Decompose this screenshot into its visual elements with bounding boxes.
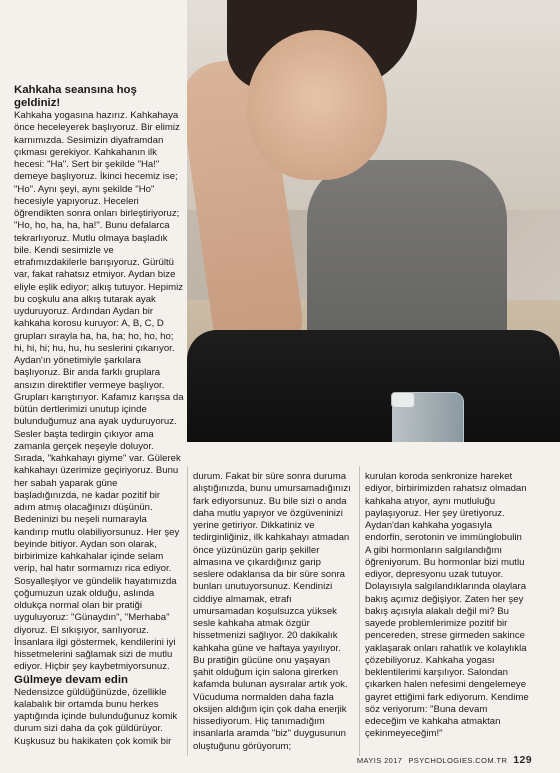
footer-issue: MAYIS 2017	[356, 756, 403, 765]
column-divider-1	[187, 466, 188, 756]
text-column-1	[14, 84, 184, 748]
section-heading-keep-laughing: Gülmeye devam edin	[14, 673, 128, 686]
text-column-3	[365, 471, 529, 741]
photo-black-pants	[187, 330, 560, 442]
column-divider-2	[359, 466, 360, 756]
page-number: 129	[513, 754, 532, 766]
column-3-body: kurulan koroda senkronize hareket ediyor, birbirimizden rahatsız olmadan kahkaha atıyor, aynı mutluluğu paylaşıyoruz. Her şey üretiyoruz. Aydan'dan kahkaha yogasıyla endorfin, serotonin ve immünglobulin A gibi hormonların salgılandığını öğreniyorum. Bu hormonlar bizi mutlu ediyor, depresyonu uzak tutuyor. Dolayısıyla salgılandıklarında olaylara bakış açımız değişiyor. Zaten her şey bakış açısıyla alakalı değil mi? Bu sayede problemlerimize pozitif bir pencereden, strese girmeden sakince yaklaşarak onları rahatlık ve kolaylıkla çözebiliyoruz. Kahkaha yogası beklentilerimi karşılıyor. Salondan çıkarken halen nefesimi dengelemeye gayret ettiğimi fark ediyorum. Kendime söz veriyorum: "Buna devam edeceğim ve kahkaha atmaktan çekinmeyeceğim!"	[365, 471, 529, 740]
text-column-2	[193, 471, 351, 753]
photo-bottle-cap	[391, 392, 415, 408]
page-footer	[357, 754, 532, 766]
footer-site: PSYCHOLOGIES.COM.TR	[408, 756, 508, 765]
section-body-welcome: Kahkaha yogasına hazırız. Kahkahaya önce heceleyerek başlıyoruz. Bir elimiz karnımızda. Sesimizin diyaframdan çıkması gerekiyor. Kahkahanın ilk hecesi: "Ha". Sert bir şekilde "Ha!" demeye başlıyoruz. İkinci hecemiz ise; "Ho". Aynı şeyi, aynı şekilde "Ho" hecesiyle yapıyoruz. Heceleri öğrendikten sonra onları birleştiriyoruz; "Ho, ho, ha, ha, ha!". Bunu defalarca tekrarlıyoruz. Mutlu olmaya başladık bile. Kendi sesimizle ve etrafımızdakilerle barışıyoruz. Gürültü var, fakat rahatsız etmiyor. Aydan bize eliyle eşlik ediyor; alkış tutuyor. Hepimiz bu coşkulu ana alkış tutarak ayak uyduruyoruz. Ardından Aydan bir kahkaha korosu kuruyor: A, B, C, D grupları sırayla ha, ha, ha; ho, ho, ho; hi, hi, hi; hu, hu, hu seslerini çıkarıyor. Aydan'ın yönetimiyle şarkılara başlıyoruz. Bir anda farklı gruplara ansızın direktifler vermeye başlıyor. Grupları karıştırıyor. Kafamız karışsa da bütün dertlerimizi unutup içinde bulunduğumuz ana ayak uyduruyoruz. Sesler başta tedirgin çıkıyor ama zamanla gerçek neşeyle doluyor. Sırada, "kahkahayı giyme" var. Gülerek kahkahayı üzerimize geçiriyoruz. Bunu her sabah yaparak güne başladığınızda, ne kadar pozitif bir adım atmış olacağınızı düşünün. Bedeninizi bu neşeli numarayla kandırıp mutlu olabiliyorsunuz. Her şey beyinde bitiyor. Aydan son olarak, birbirimize kahkahalar içinde selam verip, hal hatır sormamızı rica ediyor. Sosyalleşiyor ve gündelik hayatımızda çoğumuzun uzak olduğu, aslında oldukça normal olan bir pratiği uyguluyoruz: "Günaydın", "Merhaba" diyoruz. El sıkışıyor, sarılıyoruz. İnsanlara ilgi göstermek, kendilerini iyi hissetmelerini sağlamak sizi de mutlu ediyor. Hiçbir şey kaybetmiyorsunuz.	[14, 110, 184, 673]
photo-face	[247, 30, 387, 180]
section-body-keep-laughing: Nedensizce güldüğünüzde, özellikle kalabalık bir ortamda bunu herkes yaptığında içinde bulunduğunuz komik durum sizi daha da çok güldürüyor. Kuşkusuz bu hakikaten çok komik bir	[14, 686, 178, 747]
column-2-body: durum. Fakat bir süre sonra duruma alıştığınızda, bunu umursamadığınızı fark ediyorsunuz. Bu bile sizi o anda daha mutlu yapıyor ve özgüveninizi yerine getiriyor. Dikkatiniz ve tedirginliğiniz, ilk kahkahayı atmadan önce yüzünüzün garip şekiller almasına ve çıkardığınız garip seslere odaklansa da bir süre sonra bunları unutuyorsunuz. Kendinizi ciddiye almamak, etrafı umursamadan koşulsuzca yüksek sesle kahkaha atmak özgür hissetmenizi sağlıyor. 20 dakikalık kahkaha güne ve haftaya yayılıyor. Bu pratiğin gücüne onu yaşayan şahit olduğum için salona girerken kafamda bulunan aysıralar artık yok. Vücuduma normalden daha fazla oksijen aldığım için çok daha enerjik hissediyorum. Hiç tanımadığım insanlarla aramda "biz" duygusunun oluştuğunu görüyorum;	[193, 471, 351, 752]
section-heading-welcome: Kahkaha seansına hoş geldiniz!	[14, 84, 137, 109]
woman-laughing-photo	[187, 0, 560, 442]
